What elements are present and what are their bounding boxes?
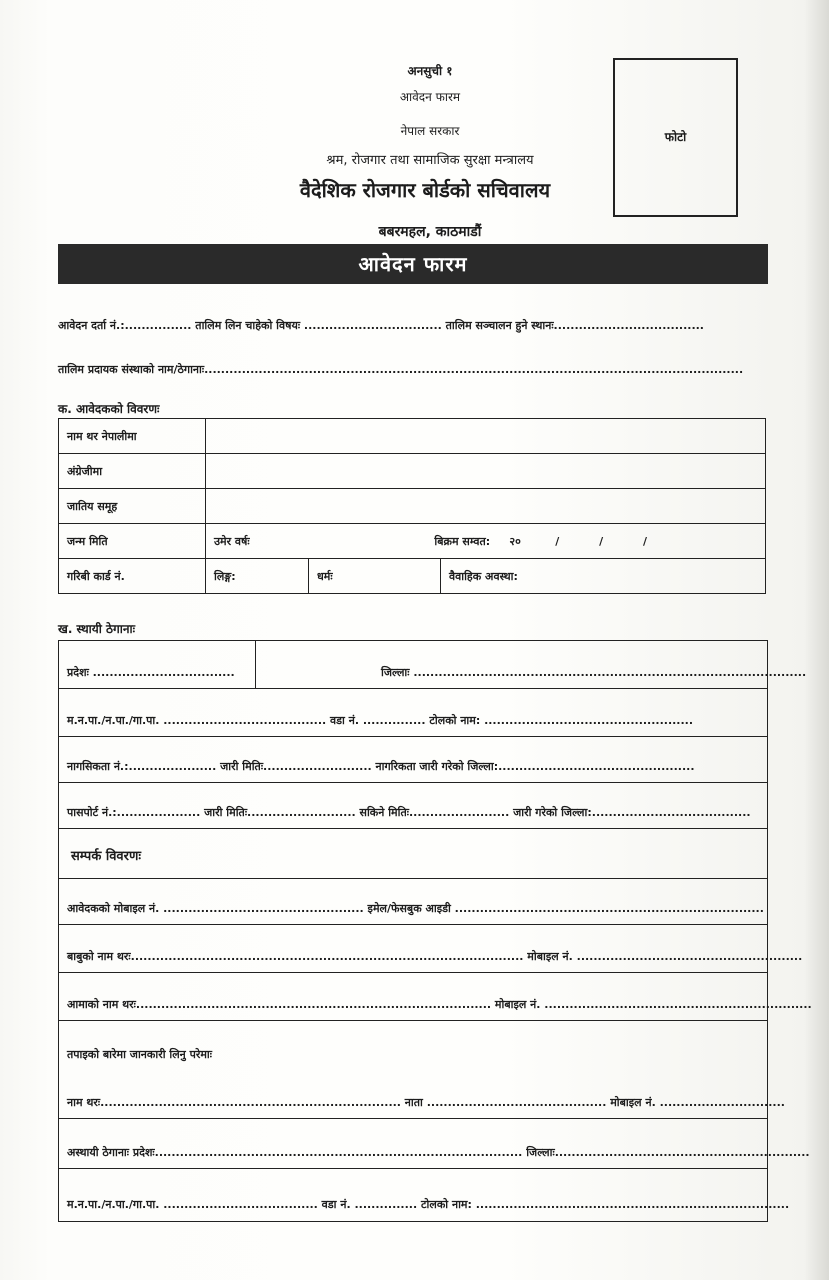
caste-group-label: जातिय समूह	[59, 489, 206, 524]
contact-heading-row	[59, 829, 767, 879]
temp-address-row[interactable]	[59, 1119, 810, 1169]
mother-row[interactable]	[59, 973, 812, 1021]
dob-field[interactable]	[206, 524, 766, 559]
district-field[interactable]: जिल्लाः ..............................................................................................	[381, 666, 807, 679]
gender-field[interactable]: लिङ्ग:	[206, 559, 309, 594]
poverty-card-label: गरिबी कार्ड नं.	[59, 559, 206, 594]
name-english-label: अंग्रेजीमा	[59, 454, 206, 489]
temp-municipality-row[interactable]	[59, 1169, 790, 1220]
info-contact-title: तपाइको बारेमा जानकारी लिनु परेमाः	[67, 1048, 213, 1061]
government-name: नेपाल सरकार	[400, 124, 460, 138]
column-divider	[255, 641, 256, 689]
marital-status-field[interactable]: वैवाहिक अवस्था:	[441, 559, 766, 594]
municipality-field[interactable]: म.न.पा./न.पा./गा.पा. ....................................... वडा नं. ............... टोलको नाम: ..................................................	[67, 714, 694, 727]
mother-name-field[interactable]: आमाको नाम थरः..................................................................................... मोबाइल नं. ................................................................	[67, 998, 812, 1011]
table-row	[59, 559, 766, 594]
municipality-row[interactable]	[59, 689, 767, 737]
training-provider-line[interactable]: तालिम प्रदायक संस्थाको नाम/ठेगानाः.................................................................................................................................	[58, 363, 744, 376]
passport-field[interactable]: पासपोर्ट नं.:.................... जारी मितिः.......................... सकिने मितिः........................ जारी गरेको जिल्ला:......................................	[67, 806, 751, 819]
office-address: बबरमहल, काठमाडौं	[378, 224, 482, 240]
emergency-name-field[interactable]: नाम थरः........................................................................ नाता ........................................... मोबाइल नं. ..............................	[67, 1096, 785, 1109]
ministry-name: श्रम, रोजगार तथा सामाजिक सुरक्षा मन्त्रालय	[326, 153, 534, 168]
applicant-details-table	[58, 418, 766, 594]
photo-box	[613, 58, 738, 217]
temp-municipality-field[interactable]: म.न.पा./न.पा./गा.पा. ..................................... वडा नं. ............... टोलको नाम: ...........................................................................	[67, 1198, 790, 1211]
father-row[interactable]	[59, 925, 803, 973]
province-field[interactable]: प्रदेशः ..................................	[67, 666, 235, 679]
table-row	[59, 454, 766, 489]
table-row	[59, 419, 766, 454]
section-address-title: ख. स्थायी ठेगानाः	[58, 622, 136, 636]
temp-address-field[interactable]: अस्थायी ठेगानाः प्रदेशः........................................................................................ जिल्लाः.............................................................	[67, 1146, 810, 1159]
name-nepali-label: नाम थर नेपालीमा	[59, 419, 206, 454]
table-row	[59, 489, 766, 524]
date-slashes: / / /	[555, 534, 647, 548]
applicant-mobile-field[interactable]: आवेदकको मोबाइल नं. ................................................ इमेल/फेसबुक आइडी ..........................................................................	[67, 902, 764, 915]
photo-label: फोटो	[664, 130, 687, 144]
caste-group-field[interactable]	[206, 489, 766, 524]
passport-row[interactable]	[59, 783, 767, 829]
citizenship-row[interactable]	[59, 737, 767, 783]
table-row	[59, 524, 766, 559]
section-applicant-title: क. आवेदकको विवरणः	[58, 402, 160, 416]
province-district-row[interactable]	[59, 641, 807, 689]
father-name-field[interactable]: बाबुको नाम थरः.............................................................................................. मोबाइल नं. ......................................................	[67, 950, 803, 963]
age-label: उमेर वर्षः	[214, 534, 250, 548]
form-subtitle: आवेदन फारम	[399, 90, 461, 104]
contact-title: सम्पर्क विवरणः	[71, 849, 141, 864]
citizenship-field[interactable]: नागसिकता नं.:..................... जारी मितिः.......................... नागरिकता जारी गरेको जिल्ला:...............................................	[67, 760, 695, 773]
permanent-address-box	[58, 640, 812, 1222]
year-prefix: २०	[509, 534, 521, 548]
applicant-mobile-row[interactable]	[59, 879, 767, 925]
registration-training-line[interactable]: आवेदन दर्ता नं.:................ तालिम लिन चाहेको विषयः ................................. तालिम सञ्चालन हुने स्थानः....................................	[58, 319, 704, 332]
name-english-field[interactable]	[206, 454, 766, 489]
annex-label: अनसुची १	[407, 64, 453, 78]
bs-label: बिक्रम सम्वत:	[434, 534, 491, 548]
name-nepali-field[interactable]	[206, 419, 766, 454]
dob-label: जन्म मिति	[59, 524, 206, 559]
religion-field[interactable]: धर्मः	[309, 559, 441, 594]
secretariat-name: वैदेशिक रोजगार बोर्डको सचिवालय	[299, 178, 551, 202]
emergency-contact-row[interactable]	[59, 1021, 785, 1119]
form-title-banner: आवेदन फारम	[58, 244, 768, 284]
